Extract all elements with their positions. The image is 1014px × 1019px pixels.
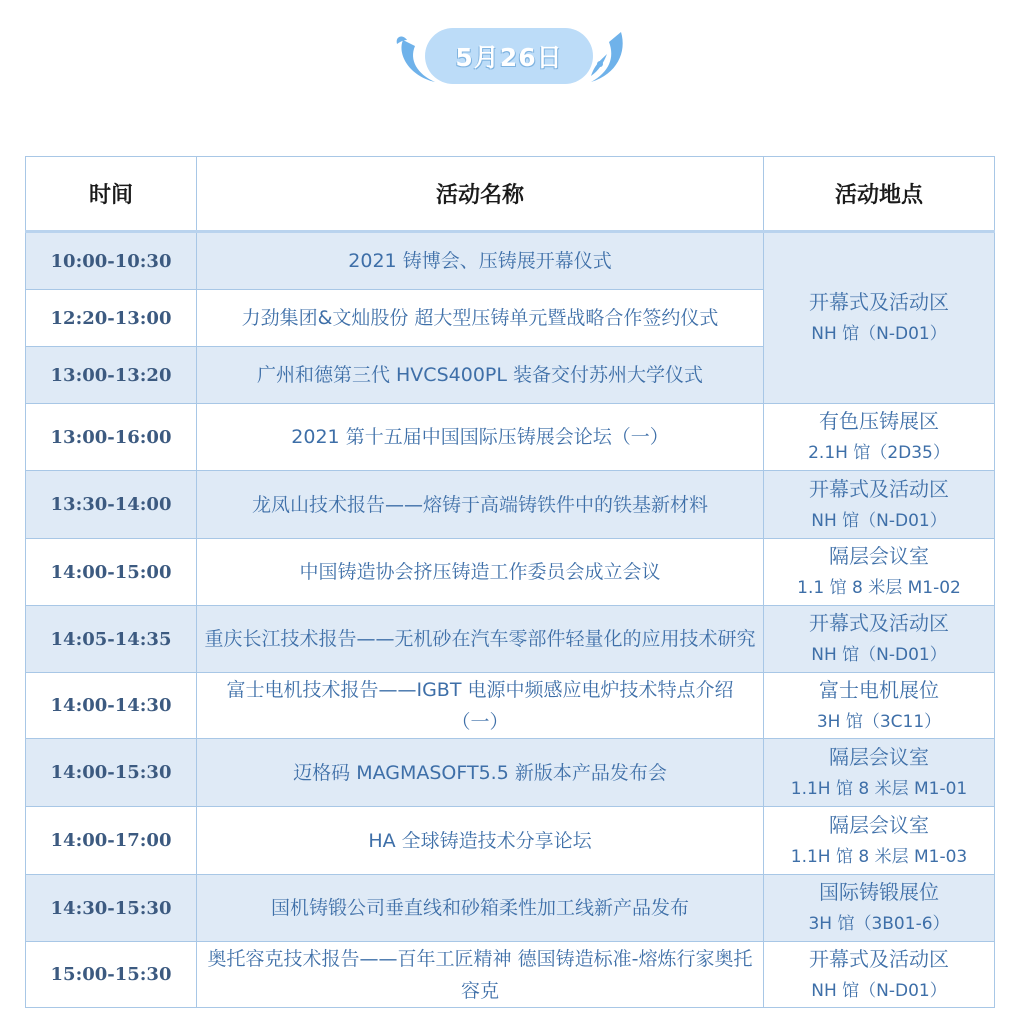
location-hall: NH 馆（N-D01） bbox=[811, 324, 947, 344]
location-area: 开幕式及活动区 bbox=[809, 611, 949, 635]
row-location bbox=[764, 739, 995, 807]
row-time: 12:20-13:00 bbox=[26, 290, 197, 347]
row-activity: HA 全球铸造技术分享论坛 bbox=[197, 807, 764, 875]
location-area: 隔层会议室 bbox=[829, 744, 929, 769]
header-time: 时间 bbox=[26, 157, 197, 232]
date-pill bbox=[425, 28, 593, 84]
location-area: 国际铸锻展位 bbox=[819, 880, 939, 904]
row-time: 14:00-15:00 bbox=[26, 539, 197, 606]
table-header-row bbox=[26, 157, 995, 232]
table-row bbox=[26, 606, 995, 673]
location-area: 隔层会议室 bbox=[829, 544, 929, 568]
row-activity: 广州和德第三代 HVCS400PL 装备交付苏州大学仪式 bbox=[197, 347, 764, 404]
date-label: 5月26日 bbox=[455, 43, 563, 72]
row-activity: 国机铸锻公司垂直线和砂箱柔性加工线新产品发布 bbox=[197, 875, 764, 942]
location-hall: 1.1H 馆 8 米层 M1-01 bbox=[790, 778, 968, 799]
row-location bbox=[764, 673, 995, 739]
row-location bbox=[764, 404, 995, 471]
row-location bbox=[764, 539, 995, 606]
location-hall: NH 馆（N-D01） bbox=[811, 645, 947, 665]
row-time: 14:00-15:30 bbox=[26, 739, 197, 807]
row-activity: 力劲集团&文灿股份 超大型压铸单元暨战略合作签约仪式 bbox=[197, 290, 764, 347]
row-time: 14:00-14:30 bbox=[26, 673, 197, 739]
header-location: 活动地点 bbox=[764, 157, 995, 232]
row-time: 13:30-14:00 bbox=[26, 471, 197, 539]
location-area: 有色压铸展区 bbox=[819, 409, 939, 433]
location-hall: 2.1H 馆（2D35） bbox=[808, 443, 950, 463]
location-area: 开幕式及活动区 bbox=[809, 290, 949, 314]
date-banner bbox=[395, 24, 627, 88]
row-activity: 龙凤山技术报告——熔铸于高端铸铁件中的铁基新材料 bbox=[197, 471, 764, 539]
table-row bbox=[26, 875, 995, 942]
row-location bbox=[764, 471, 995, 539]
row-location bbox=[764, 875, 995, 942]
row-time: 10:00-10:30 bbox=[26, 232, 197, 290]
row-time: 14:00-17:00 bbox=[26, 807, 197, 875]
row-location bbox=[764, 606, 995, 673]
location-area: 富士电机展位 bbox=[819, 677, 939, 702]
row-time: 14:05-14:35 bbox=[26, 606, 197, 673]
location-hall: NH 馆（N-D01） bbox=[811, 980, 947, 1001]
row-time: 13:00-13:20 bbox=[26, 347, 197, 404]
table-row bbox=[26, 232, 995, 290]
row-activity: 重庆长江技术报告——无机砂在汽车零部件轻量化的应用技术研究 bbox=[197, 606, 764, 673]
location-hall: 1.1 馆 8 米层 M1-02 bbox=[797, 578, 961, 598]
row-activity: 2021 第十五届中国国际压铸展会论坛（一） bbox=[197, 404, 764, 471]
row-time: 14:30-15:30 bbox=[26, 875, 197, 942]
location-hall: 1.1H 馆 8 米层 M1-03 bbox=[790, 846, 968, 867]
table-row bbox=[26, 807, 995, 875]
row-time: 13:00-16:00 bbox=[26, 404, 197, 471]
table-row bbox=[26, 404, 995, 471]
table-row bbox=[26, 673, 995, 739]
location-area: 开幕式及活动区 bbox=[809, 476, 949, 501]
table-row bbox=[26, 539, 995, 606]
row-location bbox=[764, 807, 995, 875]
table-row bbox=[26, 942, 995, 1008]
row-activity: 富士电机技术报告——IGBT 电源中频感应电炉技术特点介绍（一） bbox=[197, 673, 764, 739]
location-hall: NH 馆（N-D01） bbox=[811, 510, 947, 531]
header-activity-name: 活动名称 bbox=[197, 157, 764, 232]
row-time: 15:00-15:30 bbox=[26, 942, 197, 1008]
location-area: 隔层会议室 bbox=[829, 812, 929, 837]
row-location bbox=[764, 232, 995, 404]
table-row bbox=[26, 471, 995, 539]
location-area: 开幕式及活动区 bbox=[809, 946, 949, 971]
row-activity: 迈格码 MAGMASOFT5.5 新版本产品发布会 bbox=[197, 739, 764, 807]
table-row bbox=[26, 739, 995, 807]
row-activity: 2021 铸博会、压铸展开幕仪式 bbox=[197, 232, 764, 290]
location-hall: 3H 馆（3C11） bbox=[816, 711, 942, 732]
row-activity: 中国铸造协会挤压铸造工作委员会成立会议 bbox=[197, 539, 764, 606]
location-hall: 3H 馆（3B01-6） bbox=[808, 914, 950, 934]
schedule-table bbox=[25, 156, 995, 1008]
row-location bbox=[764, 942, 995, 1008]
row-activity: 奥托容克技术报告——百年工匠精神 德国铸造标准-熔炼行家奥托容克 bbox=[197, 942, 764, 1008]
